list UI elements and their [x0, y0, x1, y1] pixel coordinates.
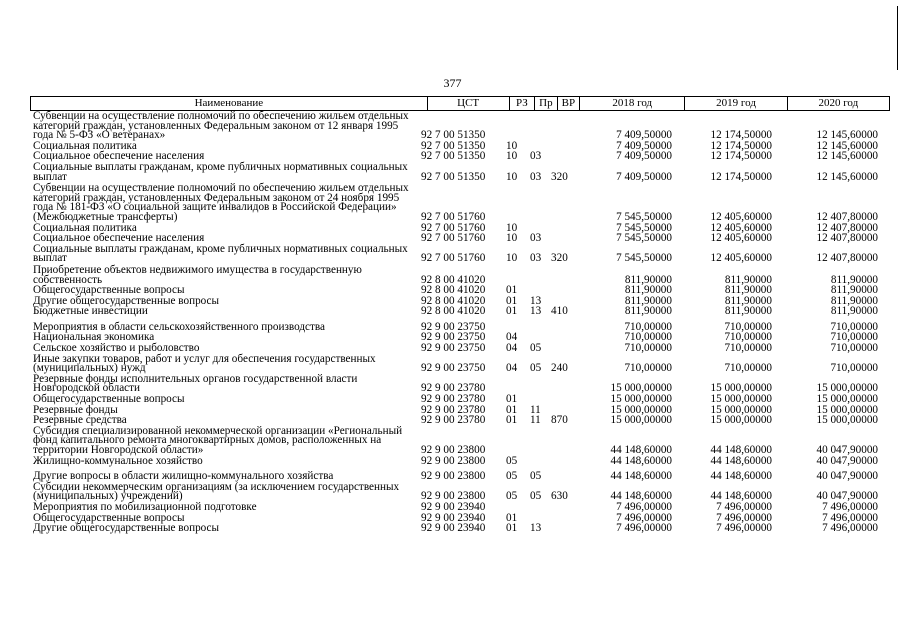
row-cst: 92 7 00 51760 [421, 221, 486, 234]
row-rz: 01 [506, 305, 518, 318]
row-pr: 13 [530, 294, 542, 307]
table-row [30, 523, 890, 534]
page-number: 377 [443, 76, 462, 90]
row-rz: 01 [506, 414, 518, 427]
row-rz: 10 [506, 139, 518, 152]
row-pr: 05 [530, 470, 542, 483]
table-row [30, 354, 890, 374]
row-name: Субсидии некоммерческим организациям (за исключением государственных (муниципальных) учреждений) [33, 480, 400, 503]
row-2020: 710,00000 [830, 342, 878, 355]
row-name: Резервные средства [33, 414, 127, 427]
table-row [30, 456, 890, 467]
row-2020: 811,90000 [830, 273, 878, 286]
row-2019: 12 405,60000 [710, 252, 772, 265]
row-cst: 92 9 00 23780 [421, 403, 486, 416]
row-pr: 03 [530, 150, 542, 163]
row-cst: 92 8 00 41020 [421, 305, 486, 318]
row-2018: 811,90000 [624, 294, 672, 307]
row-rz: 04 [506, 362, 518, 375]
header-2020: 2020 год [787, 97, 889, 111]
row-2020: 12 407,80000 [816, 232, 878, 245]
row-2018: 7 409,50000 [616, 129, 672, 142]
row-2019: 44 148,60000 [710, 444, 772, 456]
row-2018: 7 545,50000 [616, 210, 672, 223]
table-row [30, 183, 890, 222]
row-2018: 15 000,00000 [610, 414, 672, 427]
row-cst: 92 9 00 23800 [421, 490, 486, 503]
row-name: Бюджетные инвестиции [33, 305, 148, 318]
row-name: Общегосударственные вопросы [33, 511, 185, 524]
row-cst: 92 7 00 51760 [421, 252, 486, 265]
row-vr: 320 [551, 252, 568, 265]
row-2020: 12 145,60000 [816, 150, 878, 163]
row-name: Другие вопросы в области жилищно-коммунального хозяйства [33, 470, 334, 483]
row-2018: 7 496,00000 [616, 522, 672, 535]
row-2019: 12 174,50000 [710, 170, 772, 183]
row-cst: 92 7 00 51350 [421, 129, 486, 142]
budget-table [30, 96, 890, 534]
row-2018: 15 000,00000 [610, 403, 672, 416]
header-2018: 2018 год [580, 97, 685, 111]
row-rz: 01 [506, 511, 518, 524]
row-2019: 15 000,00000 [710, 393, 772, 406]
row-2018: 44 148,60000 [610, 470, 672, 483]
row-vr: 870 [551, 414, 568, 427]
row-name: Субсидия специализированной некоммерческой организации «Региональный фонд капитального ремонта многоквартирных домов, расположенных на территории Новгородской области» [33, 424, 403, 456]
row-cst: 92 9 00 23750 [421, 342, 486, 355]
row-cst: 92 7 00 51350 [421, 139, 486, 152]
row-2019: 12 174,50000 [710, 150, 772, 163]
row-rz: 04 [506, 331, 518, 344]
row-2018: 7 545,50000 [616, 232, 672, 245]
row-cst: 92 7 00 51760 [421, 210, 486, 223]
row-vr: 320 [551, 170, 568, 183]
row-2018: 44 148,60000 [610, 444, 672, 456]
row-2019: 12 174,50000 [710, 139, 772, 152]
row-rz: 05 [506, 454, 518, 467]
header-rz: РЗ [509, 97, 535, 111]
row-rz: 01 [506, 522, 518, 535]
table-row [30, 162, 890, 182]
row-2018: 710,00000 [624, 342, 672, 355]
row-vr: 630 [551, 490, 568, 503]
row-2020: 811,90000 [830, 305, 878, 318]
row-2018: 7 545,50000 [616, 221, 672, 234]
row-name: Социальные выплаты гражданам, кроме публичных нормативных социальных выплат [33, 160, 408, 183]
row-rz: 01 [506, 294, 518, 307]
row-2018: 811,90000 [624, 284, 672, 297]
row-2020: 15 000,00000 [816, 403, 878, 416]
row-name: Субвенции на осуществление полномочий по обеспечению жильем отдельных категорий граждан, установленных Федеральным законом от 24 ноября 1995 года № 181-ФЗ «О социальной защите инвалидов в Российской Федерации» (Межбюджетные трансферты) [33, 182, 409, 223]
row-cst: 92 8 00 41020 [421, 273, 486, 286]
row-2020: 12 145,60000 [816, 129, 878, 142]
row-rz: 10 [506, 170, 518, 183]
row-name: Национальная экономика [33, 331, 155, 344]
row-2018: 811,90000 [624, 273, 672, 286]
row-pr: 05 [530, 490, 542, 503]
row-name: Другие общегосударственные вопросы [33, 294, 220, 307]
row-cst: 92 9 00 23940 [421, 511, 486, 524]
row-2020: 710,00000 [830, 320, 878, 333]
row-2020: 40 047,90000 [816, 470, 878, 483]
row-name: Резервные фонды исполнительных органов государственной власти Новгородской области [33, 372, 358, 395]
row-2020: 7 496,00000 [822, 511, 878, 524]
row-rz: 05 [506, 470, 518, 483]
row-pr: 03 [530, 232, 542, 245]
row-2019: 12 405,60000 [710, 221, 772, 234]
row-2020: 12 407,80000 [816, 210, 878, 223]
row-name: Мероприятия по мобилизационной подготовке [33, 500, 257, 513]
row-rz: 05 [506, 490, 518, 503]
header-2019: 2019 год [685, 97, 787, 111]
row-2018: 7 496,00000 [616, 511, 672, 524]
row-2020: 811,90000 [830, 294, 878, 307]
row-2018: 7 496,00000 [616, 500, 672, 513]
row-name: Мероприятия в области сельскохозяйственного производства [33, 320, 325, 333]
row-cst: 92 7 00 51760 [421, 232, 486, 245]
row-cst: 92 9 00 23750 [421, 362, 486, 375]
row-2020: 40 047,90000 [816, 490, 878, 503]
row-2020: 12 407,80000 [816, 221, 878, 234]
row-pr: 13 [530, 305, 542, 318]
row-pr: 13 [530, 522, 542, 535]
row-2018: 811,90000 [624, 305, 672, 318]
row-name: Резервные фонды [33, 403, 118, 416]
row-cst: 92 8 00 41020 [421, 284, 486, 297]
row-2019: 15 000,00000 [710, 414, 772, 427]
row-cst: 92 9 00 23940 [421, 522, 486, 535]
table-row [30, 374, 890, 394]
row-cst: 92 9 00 23750 [421, 331, 486, 344]
row-2019: 710,00000 [724, 320, 772, 333]
row-pr: 05 [530, 342, 542, 355]
row-cst: 92 8 00 41020 [421, 294, 486, 307]
row-2019: 12 405,60000 [710, 232, 772, 245]
row-2018: 710,00000 [624, 331, 672, 344]
row-rz: 10 [506, 232, 518, 245]
row-vr: 410 [551, 305, 568, 318]
row-2018: 7 409,50000 [616, 170, 672, 183]
row-pr: 11 [530, 403, 541, 416]
row-cst: 92 9 00 23750 [421, 320, 486, 333]
header-cst: ЦСТ [427, 97, 509, 111]
row-2018: 7 545,50000 [616, 252, 672, 265]
row-name: Приобретение объектов недвижимого имущества в государственную собственность [33, 263, 362, 286]
row-rz: 01 [506, 393, 518, 406]
row-name: Социальное обеспечение населения [33, 150, 205, 163]
row-2018: 710,00000 [624, 320, 672, 333]
row-2019: 811,90000 [724, 273, 772, 286]
row-vr: 240 [551, 362, 568, 375]
row-2020: 7 496,00000 [822, 500, 878, 513]
row-2018: 44 148,60000 [610, 454, 672, 467]
row-rz: 10 [506, 221, 518, 234]
table-body [30, 111, 890, 534]
table-row [30, 111, 890, 141]
row-2019: 7 496,00000 [716, 522, 772, 535]
row-pr: 03 [530, 252, 542, 265]
row-cst: 92 9 00 23800 [421, 444, 486, 456]
row-2020: 40 047,90000 [816, 454, 878, 467]
table-row [30, 265, 890, 285]
row-name: Общегосударственные вопросы [33, 393, 185, 406]
row-2019: 15 000,00000 [710, 382, 772, 395]
page-edge-line [897, 6, 898, 70]
table-header [30, 96, 890, 111]
row-2019: 811,90000 [724, 294, 772, 307]
row-2020: 15 000,00000 [816, 382, 878, 395]
row-2019: 7 496,00000 [716, 511, 772, 524]
table-row [30, 482, 890, 502]
row-2019: 44 148,60000 [710, 454, 772, 467]
row-cst: 92 9 00 23780 [421, 393, 486, 406]
row-cst: 92 7 00 51350 [421, 170, 486, 183]
row-pr: 03 [530, 170, 542, 183]
row-2020: 12 407,80000 [816, 252, 878, 265]
header-vr: ВР [557, 97, 579, 111]
row-2019: 15 000,00000 [710, 403, 772, 416]
row-2020: 40 047,90000 [816, 444, 878, 456]
row-cst: 92 9 00 23800 [421, 470, 486, 483]
row-2019: 710,00000 [724, 331, 772, 344]
row-2019: 7 496,00000 [716, 500, 772, 513]
table-row [30, 426, 890, 456]
row-2018: 15 000,00000 [610, 382, 672, 395]
row-rz: 01 [506, 284, 518, 297]
row-pr: 05 [530, 362, 542, 375]
row-name: Субвенции на осуществление полномочий по обеспечению жильем отдельных категорий граждан, установленных Федеральным законом от 12 января 1995 года № 5-ФЗ «О ветеранах» [33, 110, 409, 142]
row-2018: 710,00000 [624, 362, 672, 375]
row-2019: 710,00000 [724, 342, 772, 355]
row-name: Другие общегосударственные вопросы [33, 522, 220, 535]
row-2019: 12 174,50000 [710, 129, 772, 142]
row-cst: 92 9 00 23780 [421, 414, 486, 427]
header-pr: Пр [535, 97, 557, 111]
row-name: Общегосударственные вопросы [33, 284, 185, 297]
row-2020: 12 145,60000 [816, 139, 878, 152]
row-name: Социальное обеспечение населения [33, 232, 205, 245]
row-2019: 710,00000 [724, 362, 772, 375]
row-cst: 92 9 00 23800 [421, 454, 486, 467]
row-2019: 12 405,60000 [710, 210, 772, 223]
table-row [30, 244, 890, 264]
row-cst: 92 9 00 23940 [421, 500, 486, 513]
table-row [30, 502, 890, 513]
row-2018: 7 409,50000 [616, 139, 672, 152]
row-rz: 01 [506, 403, 518, 416]
row-2020: 15 000,00000 [816, 393, 878, 406]
row-2020: 710,00000 [830, 362, 878, 375]
row-name: Жилищно-коммунальное хозяйство [33, 454, 203, 467]
row-2020: 12 145,60000 [816, 170, 878, 183]
row-name: Социальная политика [33, 139, 137, 152]
header-name: Наименование [31, 97, 428, 111]
row-name: Сельское хозяйство и рыболовство [33, 342, 200, 355]
row-2019: 44 148,60000 [710, 490, 772, 503]
row-2019: 44 148,60000 [710, 470, 772, 483]
row-rz: 04 [506, 342, 518, 355]
row-2020: 811,90000 [830, 284, 878, 297]
row-rz: 10 [506, 252, 518, 265]
row-2018: 15 000,00000 [610, 393, 672, 406]
row-2018: 7 409,50000 [616, 150, 672, 163]
row-rz: 10 [506, 150, 518, 163]
row-2019: 811,90000 [724, 284, 772, 297]
row-pr: 11 [530, 414, 541, 427]
row-name: Социальные выплаты гражданам, кроме публичных нормативных социальных выплат [33, 242, 408, 265]
row-2020: 15 000,00000 [816, 414, 878, 427]
row-cst: 92 7 00 51350 [421, 150, 486, 163]
row-2018: 44 148,60000 [610, 490, 672, 503]
table-row [30, 306, 890, 317]
row-2020: 7 496,00000 [822, 522, 878, 535]
row-name: Иные закупки товаров, работ и услуг для обеспечения государственных (муниципальных) нужд [33, 352, 376, 375]
row-cst: 92 9 00 23780 [421, 382, 486, 395]
row-2019: 811,90000 [724, 305, 772, 318]
row-2020: 710,00000 [830, 331, 878, 344]
row-name: Социальная политика [33, 221, 137, 234]
